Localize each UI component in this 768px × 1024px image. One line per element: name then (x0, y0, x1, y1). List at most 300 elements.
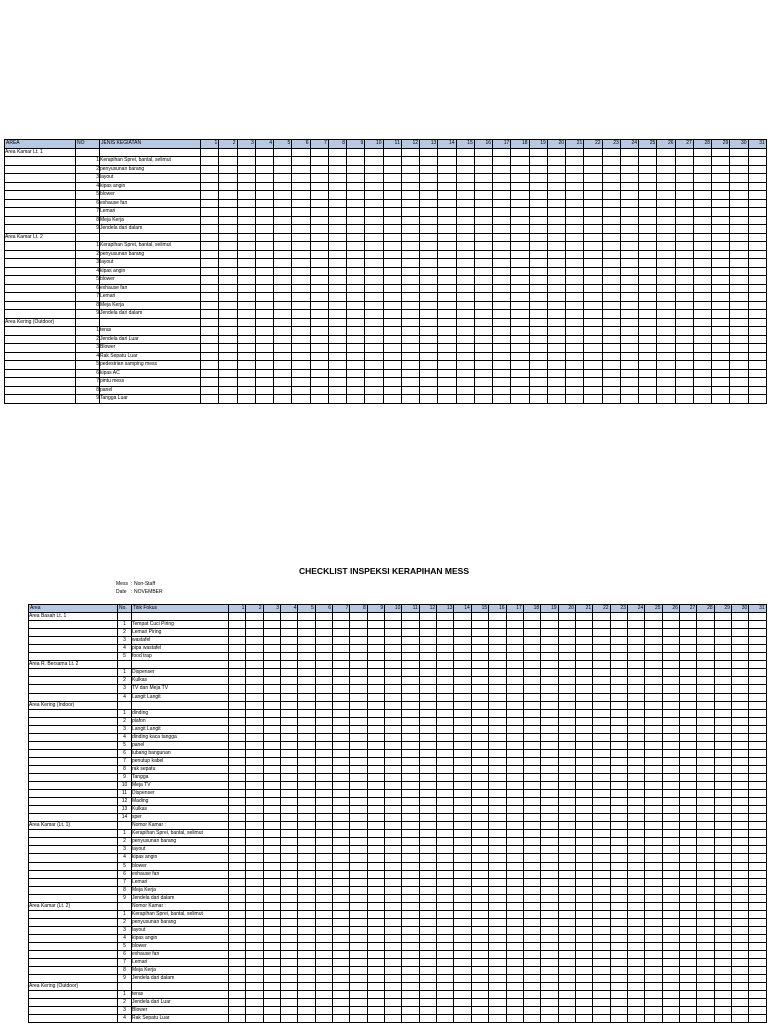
check-cell[interactable] (506, 629, 523, 637)
check-cell[interactable] (365, 293, 383, 302)
check-cell[interactable] (523, 782, 540, 790)
check-cell[interactable] (298, 725, 315, 733)
check-cell[interactable] (402, 1007, 419, 1015)
check-cell[interactable] (523, 926, 540, 934)
check-cell[interactable] (474, 208, 492, 217)
check-cell[interactable] (383, 293, 401, 302)
check-cell[interactable] (493, 276, 511, 285)
check-cell[interactable] (315, 798, 332, 806)
check-cell[interactable] (675, 233, 693, 242)
check-cell[interactable] (731, 878, 748, 886)
check-cell[interactable] (367, 613, 384, 621)
check-cell[interactable] (493, 395, 511, 404)
check-cell[interactable] (584, 182, 602, 191)
check-cell[interactable] (547, 301, 565, 310)
check-cell[interactable] (437, 798, 454, 806)
check-cell[interactable] (627, 926, 644, 934)
check-cell[interactable] (749, 782, 766, 790)
check-cell[interactable] (593, 846, 610, 854)
check-cell[interactable] (731, 934, 748, 942)
check-cell[interactable] (541, 910, 558, 918)
check-cell[interactable] (749, 918, 766, 926)
check-cell[interactable] (575, 814, 592, 822)
check-cell[interactable] (697, 902, 714, 910)
check-cell[interactable] (675, 301, 693, 310)
check-cell[interactable] (263, 717, 280, 725)
check-cell[interactable] (310, 335, 328, 344)
check-cell[interactable] (493, 199, 511, 208)
check-cell[interactable] (506, 693, 523, 701)
check-cell[interactable] (438, 335, 456, 344)
check-cell[interactable] (620, 242, 638, 251)
check-cell[interactable] (489, 910, 506, 918)
check-cell[interactable] (511, 284, 529, 293)
check-cell[interactable] (541, 661, 558, 669)
check-cell[interactable] (310, 369, 328, 378)
check-cell[interactable] (255, 148, 273, 157)
check-cell[interactable] (575, 983, 592, 991)
check-cell[interactable] (333, 629, 350, 637)
check-cell[interactable] (367, 757, 384, 765)
check-cell[interactable] (246, 951, 263, 959)
check-cell[interactable] (748, 284, 766, 293)
check-cell[interactable] (593, 1007, 610, 1015)
check-cell[interactable] (471, 773, 488, 781)
check-cell[interactable] (385, 693, 402, 701)
check-cell[interactable] (693, 216, 711, 225)
check-cell[interactable] (645, 878, 662, 886)
check-cell[interactable] (229, 814, 246, 822)
check-cell[interactable] (731, 959, 748, 967)
check-cell[interactable] (229, 878, 246, 886)
check-cell[interactable] (350, 653, 367, 661)
check-cell[interactable] (456, 233, 474, 242)
check-cell[interactable] (419, 991, 436, 999)
check-cell[interactable] (584, 225, 602, 234)
check-cell[interactable] (748, 352, 766, 361)
check-cell[interactable] (471, 967, 488, 975)
check-cell[interactable] (639, 174, 657, 183)
check-cell[interactable] (730, 293, 748, 302)
check-cell[interactable] (246, 878, 263, 886)
check-cell[interactable] (328, 191, 346, 200)
check-cell[interactable] (255, 369, 273, 378)
check-cell[interactable] (679, 645, 696, 653)
check-cell[interactable] (523, 717, 540, 725)
check-cell[interactable] (298, 870, 315, 878)
check-cell[interactable] (575, 878, 592, 886)
check-cell[interactable] (298, 613, 315, 621)
check-cell[interactable] (471, 894, 488, 902)
check-cell[interactable] (547, 267, 565, 276)
check-cell[interactable] (333, 942, 350, 950)
check-cell[interactable] (454, 991, 471, 999)
check-cell[interactable] (675, 259, 693, 268)
check-cell[interactable] (541, 677, 558, 685)
check-cell[interactable] (456, 216, 474, 225)
check-cell[interactable] (645, 870, 662, 878)
check-cell[interactable] (679, 806, 696, 814)
check-cell[interactable] (529, 259, 547, 268)
check-cell[interactable] (229, 709, 246, 717)
check-cell[interactable] (575, 838, 592, 846)
check-cell[interactable] (298, 991, 315, 999)
check-cell[interactable] (237, 174, 255, 183)
check-cell[interactable] (566, 335, 584, 344)
check-cell[interactable] (471, 709, 488, 717)
check-cell[interactable] (489, 693, 506, 701)
check-cell[interactable] (328, 335, 346, 344)
check-cell[interactable] (602, 191, 620, 200)
check-cell[interactable] (541, 959, 558, 967)
check-cell[interactable] (437, 621, 454, 629)
check-cell[interactable] (333, 709, 350, 717)
check-cell[interactable] (558, 661, 575, 669)
check-cell[interactable] (610, 878, 627, 886)
check-cell[interactable] (420, 276, 438, 285)
check-cell[interactable] (679, 862, 696, 870)
check-cell[interactable] (365, 386, 383, 395)
check-cell[interactable] (281, 621, 298, 629)
check-cell[interactable] (401, 208, 419, 217)
check-cell[interactable] (489, 798, 506, 806)
check-cell[interactable] (662, 645, 679, 653)
check-cell[interactable] (558, 959, 575, 967)
check-cell[interactable] (679, 854, 696, 862)
check-cell[interactable] (620, 165, 638, 174)
check-cell[interactable] (315, 910, 332, 918)
check-cell[interactable] (541, 749, 558, 757)
check-cell[interactable] (402, 846, 419, 854)
check-cell[interactable] (347, 242, 365, 251)
check-cell[interactable] (401, 267, 419, 276)
check-cell[interactable] (584, 208, 602, 217)
check-cell[interactable] (657, 233, 675, 242)
check-cell[interactable] (333, 926, 350, 934)
check-cell[interactable] (541, 862, 558, 870)
check-cell[interactable] (350, 806, 367, 814)
check-cell[interactable] (246, 693, 263, 701)
check-cell[interactable] (310, 250, 328, 259)
check-cell[interactable] (263, 806, 280, 814)
check-cell[interactable] (620, 157, 638, 166)
check-cell[interactable] (493, 344, 511, 353)
check-cell[interactable] (263, 959, 280, 967)
check-cell[interactable] (523, 975, 540, 983)
check-cell[interactable] (219, 318, 237, 327)
check-cell[interactable] (350, 790, 367, 798)
check-cell[interactable] (620, 259, 638, 268)
check-cell[interactable] (385, 862, 402, 870)
check-cell[interactable] (645, 822, 662, 830)
check-cell[interactable] (437, 878, 454, 886)
check-cell[interactable] (350, 629, 367, 637)
check-cell[interactable] (246, 757, 263, 765)
check-cell[interactable] (679, 725, 696, 733)
check-cell[interactable] (255, 191, 273, 200)
check-cell[interactable] (315, 773, 332, 781)
check-cell[interactable] (367, 749, 384, 757)
check-cell[interactable] (246, 653, 263, 661)
check-cell[interactable] (350, 870, 367, 878)
check-cell[interactable] (584, 327, 602, 336)
check-cell[interactable] (385, 902, 402, 910)
check-cell[interactable] (401, 182, 419, 191)
check-cell[interactable] (593, 790, 610, 798)
check-cell[interactable] (255, 395, 273, 404)
check-cell[interactable] (627, 798, 644, 806)
check-cell[interactable] (419, 910, 436, 918)
check-cell[interactable] (523, 669, 540, 677)
check-cell[interactable] (274, 267, 292, 276)
check-cell[interactable] (506, 910, 523, 918)
check-cell[interactable] (201, 293, 219, 302)
check-cell[interactable] (693, 335, 711, 344)
check-cell[interactable] (493, 318, 511, 327)
check-cell[interactable] (281, 934, 298, 942)
check-cell[interactable] (730, 216, 748, 225)
check-cell[interactable] (523, 685, 540, 693)
check-cell[interactable] (229, 637, 246, 645)
check-cell[interactable] (489, 669, 506, 677)
check-cell[interactable] (627, 862, 644, 870)
check-cell[interactable] (383, 335, 401, 344)
check-cell[interactable] (255, 174, 273, 183)
check-cell[interactable] (679, 693, 696, 701)
check-cell[interactable] (541, 934, 558, 942)
check-cell[interactable] (714, 902, 731, 910)
check-cell[interactable] (365, 250, 383, 259)
check-cell[interactable] (420, 318, 438, 327)
check-cell[interactable] (675, 182, 693, 191)
check-cell[interactable] (328, 310, 346, 319)
check-cell[interactable] (662, 717, 679, 725)
check-cell[interactable] (523, 951, 540, 959)
check-cell[interactable] (493, 378, 511, 387)
check-cell[interactable] (333, 733, 350, 741)
check-cell[interactable] (547, 208, 565, 217)
check-cell[interactable] (506, 846, 523, 854)
check-cell[interactable] (489, 918, 506, 926)
check-cell[interactable] (575, 830, 592, 838)
check-cell[interactable] (523, 838, 540, 846)
check-cell[interactable] (246, 733, 263, 741)
check-cell[interactable] (523, 749, 540, 757)
check-cell[interactable] (365, 242, 383, 251)
check-cell[interactable] (419, 782, 436, 790)
check-cell[interactable] (315, 830, 332, 838)
check-cell[interactable] (697, 749, 714, 757)
check-cell[interactable] (229, 846, 246, 854)
check-cell[interactable] (679, 991, 696, 999)
check-cell[interactable] (315, 757, 332, 765)
check-cell[interactable] (454, 886, 471, 894)
check-cell[interactable] (693, 157, 711, 166)
check-cell[interactable] (347, 174, 365, 183)
check-cell[interactable] (712, 250, 730, 259)
check-cell[interactable] (471, 637, 488, 645)
check-cell[interactable] (675, 208, 693, 217)
check-cell[interactable] (438, 369, 456, 378)
check-cell[interactable] (610, 926, 627, 934)
check-cell[interactable] (419, 741, 436, 749)
check-cell[interactable] (420, 293, 438, 302)
check-cell[interactable] (419, 967, 436, 975)
check-cell[interactable] (593, 999, 610, 1007)
check-cell[interactable] (730, 191, 748, 200)
check-cell[interactable] (511, 344, 529, 353)
check-cell[interactable] (419, 838, 436, 846)
check-cell[interactable] (333, 934, 350, 942)
check-cell[interactable] (274, 276, 292, 285)
check-cell[interactable] (506, 991, 523, 999)
check-cell[interactable] (383, 216, 401, 225)
check-cell[interactable] (219, 216, 237, 225)
check-cell[interactable] (367, 733, 384, 741)
check-cell[interactable] (493, 208, 511, 217)
check-cell[interactable] (292, 386, 310, 395)
check-cell[interactable] (263, 637, 280, 645)
check-cell[interactable] (471, 645, 488, 653)
check-cell[interactable] (419, 717, 436, 725)
check-cell[interactable] (402, 902, 419, 910)
check-cell[interactable] (365, 369, 383, 378)
check-cell[interactable] (263, 838, 280, 846)
check-cell[interactable] (541, 999, 558, 1007)
check-cell[interactable] (454, 733, 471, 741)
check-cell[interactable] (523, 830, 540, 838)
check-cell[interactable] (365, 276, 383, 285)
check-cell[interactable] (438, 199, 456, 208)
check-cell[interactable] (229, 830, 246, 838)
check-cell[interactable] (365, 284, 383, 293)
check-cell[interactable] (575, 902, 592, 910)
check-cell[interactable] (237, 284, 255, 293)
check-cell[interactable] (454, 749, 471, 757)
check-cell[interactable] (675, 344, 693, 353)
check-cell[interactable] (237, 148, 255, 157)
check-cell[interactable] (620, 148, 638, 157)
check-cell[interactable] (645, 629, 662, 637)
check-cell[interactable] (419, 693, 436, 701)
check-cell[interactable] (489, 999, 506, 1007)
check-cell[interactable] (246, 1015, 263, 1023)
check-cell[interactable] (438, 395, 456, 404)
check-cell[interactable] (201, 267, 219, 276)
check-cell[interactable] (662, 910, 679, 918)
check-cell[interactable] (402, 669, 419, 677)
check-cell[interactable] (679, 629, 696, 637)
check-cell[interactable] (471, 661, 488, 669)
check-cell[interactable] (437, 934, 454, 942)
check-cell[interactable] (255, 378, 273, 387)
check-cell[interactable] (419, 701, 436, 709)
check-cell[interactable] (645, 749, 662, 757)
check-cell[interactable] (511, 233, 529, 242)
check-cell[interactable] (731, 991, 748, 999)
check-cell[interactable] (697, 806, 714, 814)
check-cell[interactable] (506, 999, 523, 1007)
check-cell[interactable] (246, 894, 263, 902)
check-cell[interactable] (657, 165, 675, 174)
check-cell[interactable] (627, 854, 644, 862)
check-cell[interactable] (547, 174, 565, 183)
check-cell[interactable] (437, 838, 454, 846)
check-cell[interactable] (298, 918, 315, 926)
check-cell[interactable] (489, 749, 506, 757)
check-cell[interactable] (420, 165, 438, 174)
check-cell[interactable] (489, 830, 506, 838)
check-cell[interactable] (748, 318, 766, 327)
check-cell[interactable] (639, 233, 657, 242)
check-cell[interactable] (584, 301, 602, 310)
check-cell[interactable] (383, 318, 401, 327)
check-cell[interactable] (593, 806, 610, 814)
check-cell[interactable] (620, 284, 638, 293)
check-cell[interactable] (627, 999, 644, 1007)
check-cell[interactable] (437, 806, 454, 814)
check-cell[interactable] (547, 284, 565, 293)
check-cell[interactable] (420, 301, 438, 310)
check-cell[interactable] (367, 902, 384, 910)
check-cell[interactable] (697, 934, 714, 942)
check-cell[interactable] (602, 386, 620, 395)
check-cell[interactable] (662, 782, 679, 790)
check-cell[interactable] (347, 267, 365, 276)
check-cell[interactable] (489, 717, 506, 725)
check-cell[interactable] (529, 386, 547, 395)
check-cell[interactable] (365, 301, 383, 310)
check-cell[interactable] (529, 174, 547, 183)
check-cell[interactable] (697, 741, 714, 749)
check-cell[interactable] (506, 773, 523, 781)
check-cell[interactable] (281, 991, 298, 999)
check-cell[interactable] (385, 773, 402, 781)
check-cell[interactable] (748, 395, 766, 404)
check-cell[interactable] (748, 276, 766, 285)
check-cell[interactable] (298, 951, 315, 959)
check-cell[interactable] (749, 967, 766, 975)
check-cell[interactable] (489, 806, 506, 814)
check-cell[interactable] (281, 942, 298, 950)
check-cell[interactable] (749, 709, 766, 717)
check-cell[interactable] (350, 951, 367, 959)
check-cell[interactable] (454, 757, 471, 765)
check-cell[interactable] (714, 701, 731, 709)
check-cell[interactable] (281, 951, 298, 959)
check-cell[interactable] (627, 975, 644, 983)
check-cell[interactable] (281, 975, 298, 983)
check-cell[interactable] (201, 242, 219, 251)
check-cell[interactable] (437, 926, 454, 934)
check-cell[interactable] (547, 310, 565, 319)
check-cell[interactable] (402, 806, 419, 814)
check-cell[interactable] (201, 259, 219, 268)
check-cell[interactable] (401, 174, 419, 183)
check-cell[interactable] (584, 335, 602, 344)
check-cell[interactable] (328, 148, 346, 157)
check-cell[interactable] (383, 157, 401, 166)
check-cell[interactable] (749, 669, 766, 677)
check-cell[interactable] (627, 830, 644, 838)
check-cell[interactable] (246, 661, 263, 669)
check-cell[interactable] (627, 1015, 644, 1023)
check-cell[interactable] (610, 693, 627, 701)
check-cell[interactable] (712, 318, 730, 327)
check-cell[interactable] (679, 613, 696, 621)
check-cell[interactable] (419, 934, 436, 942)
check-cell[interactable] (730, 157, 748, 166)
